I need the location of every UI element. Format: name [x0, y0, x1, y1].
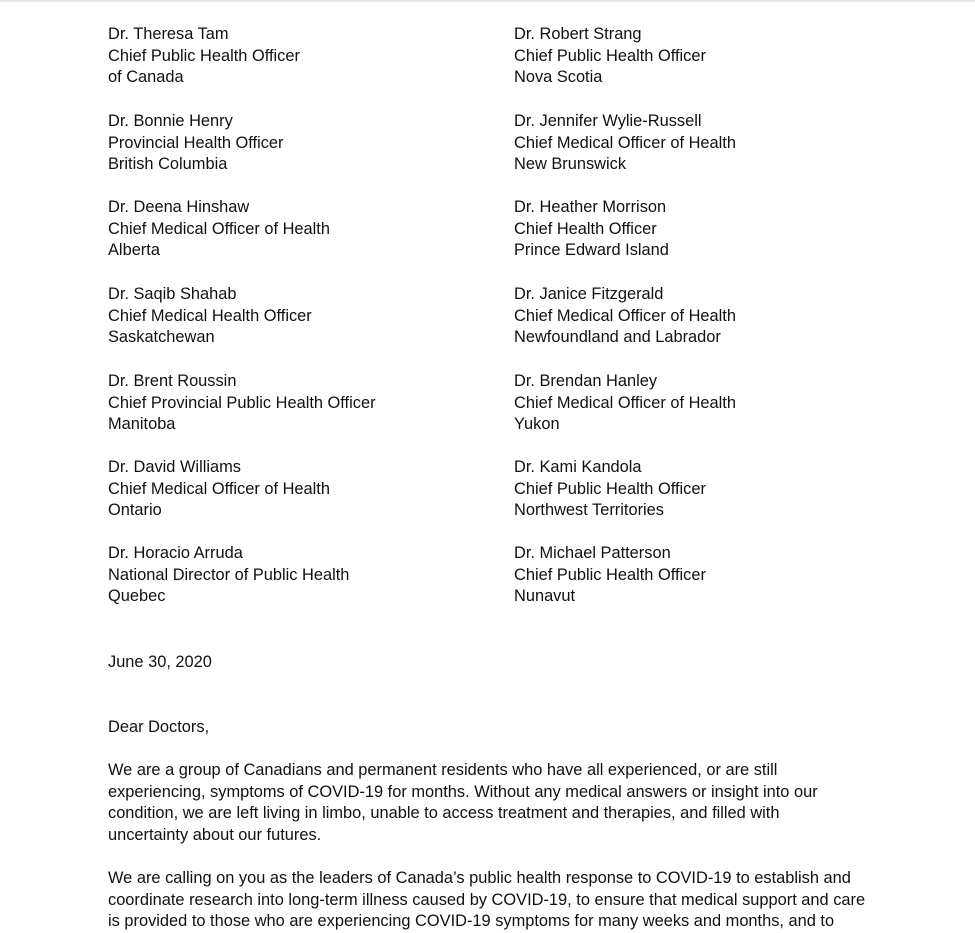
- addressee-jurisdiction: New Brunswick: [514, 155, 627, 174]
- addressee-title: Chief Medical Officer of Health: [514, 393, 736, 412]
- addressee-jurisdiction: Newfoundland and Labrador: [514, 328, 721, 347]
- addressee-name: Dr. Kami Kandola: [514, 458, 642, 476]
- addressee-name: Dr. David Williams: [108, 458, 241, 476]
- addressee-title: Chief Medical Health Officer: [108, 306, 312, 325]
- addressee-block: [514, 543, 706, 608]
- paragraph-line: coordinate research into long-term illness caused by COVID-19, to ensure that medical support and care: [108, 890, 866, 909]
- addressee-title: Chief Health Officer: [514, 219, 657, 238]
- page-top-edge: [0, 0, 975, 3]
- addressee-name: Dr. Heather Morrison: [514, 198, 667, 216]
- addressee-title: Chief Public Health Officer: [514, 479, 706, 498]
- paragraph-line: We are a group of Canadians and permanent residents who have all experienced, or are still: [108, 761, 778, 779]
- addressee-title: Chief Medical Officer of Health: [514, 306, 736, 325]
- addressee-block: [514, 457, 706, 522]
- addressee-block: [514, 24, 706, 89]
- addressee-block: [108, 457, 330, 522]
- addressee-name: Dr. Jennifer Wylie-Russell: [514, 112, 702, 130]
- addressee-jurisdiction: British Columbia: [108, 155, 228, 174]
- addressee-name: Dr. Theresa Tam: [108, 25, 229, 43]
- addressee-title: Chief Public Health Officer: [514, 46, 706, 65]
- addressee-jurisdiction: Quebec: [108, 587, 166, 606]
- addressee-name: Dr. Janice Fitzgerald: [514, 285, 664, 303]
- addressee-block: [514, 197, 669, 262]
- addressee-block: [514, 284, 736, 349]
- addressee-block: [108, 543, 349, 608]
- letter-salutation: Dear Doctors,: [108, 718, 210, 736]
- addressee-title: Chief Medical Officer of Health: [514, 133, 736, 152]
- body-paragraph: [108, 760, 868, 847]
- addressee-jurisdiction: of Canada: [108, 68, 184, 87]
- addressee-name: Dr. Brendan Hanley: [514, 372, 658, 390]
- addressee-block: [514, 111, 736, 176]
- addressee-title: Chief Medical Officer of Health: [108, 219, 330, 238]
- addressee-name: Dr. Brent Roussin: [108, 372, 237, 390]
- addressee-name: Dr. Horacio Arruda: [108, 544, 243, 562]
- addressee-title: National Director of Public Health: [108, 565, 350, 584]
- addressee-block: [514, 371, 736, 436]
- addressee-jurisdiction: Saskatchewan: [108, 328, 215, 347]
- addressee-name: Dr. Saqib Shahab: [108, 285, 237, 303]
- addressee-jurisdiction: Manitoba: [108, 415, 176, 434]
- letter-date: June 30, 2020: [108, 653, 212, 671]
- addressee-jurisdiction: Nunavut: [514, 587, 576, 606]
- addressee-jurisdiction: Ontario: [108, 501, 162, 520]
- addressee-name: Dr. Bonnie Henry: [108, 112, 233, 130]
- addressee-name: Dr. Deena Hinshaw: [108, 198, 250, 216]
- paragraph-line: condition, we are left living in limbo, unable to access treatment and therapies, and filled with: [108, 804, 780, 823]
- paragraph-line: experiencing, symptoms of COVID-19 for months. Without any medical answers or insight into our: [108, 782, 818, 801]
- addressee-block: [108, 371, 376, 436]
- addressee-jurisdiction: Yukon: [514, 415, 560, 434]
- addressee-jurisdiction: Northwest Territories: [514, 501, 664, 520]
- addressee-title: Chief Medical Officer of Health: [108, 479, 330, 498]
- paragraph-line: is provided to those who are experiencing COVID-19 symptoms for many weeks and months, and to: [108, 912, 835, 931]
- addressee-title: Chief Public Health Officer: [514, 565, 706, 584]
- paragraph-line: uncertainty about our futures.: [108, 826, 322, 845]
- addressee-block: [108, 197, 330, 262]
- addressee-title: Chief Provincial Public Health Officer: [108, 393, 376, 412]
- addressee-block: [108, 111, 284, 176]
- addressee-title: Provincial Health Officer: [108, 133, 284, 152]
- addressee-block: [108, 24, 300, 89]
- addressee-block: [108, 284, 312, 349]
- addressee-jurisdiction: Alberta: [108, 241, 160, 260]
- addressee-name: Dr. Robert Strang: [514, 25, 642, 43]
- addressee-title: Chief Public Health Officer: [108, 46, 300, 65]
- addressee-jurisdiction: Prince Edward Island: [514, 241, 669, 260]
- body-paragraph: [108, 868, 868, 933]
- addressee-name: Dr. Michael Patterson: [514, 544, 671, 562]
- addressee-jurisdiction: Nova Scotia: [514, 68, 603, 87]
- paragraph-line: We are calling on you as the leaders of Canada’s public health response to COVID-19 to establish and: [108, 869, 851, 887]
